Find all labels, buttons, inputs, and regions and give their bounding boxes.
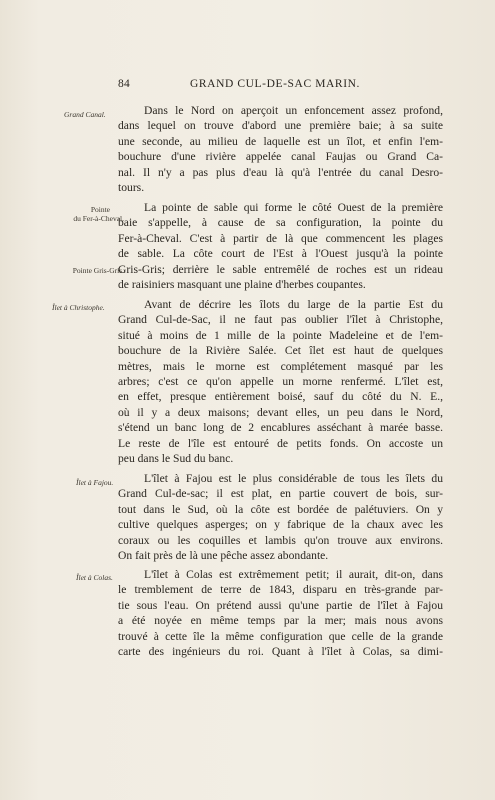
text-line: arbres; c'est ce qu'on appelle un morne renfermé. L'îlet est,	[118, 374, 443, 388]
text-line: mètres, mais le morne est complétement masqué par les	[118, 359, 443, 373]
text-line: cultive quelques asperges; on y fabrique de la chaux avec les	[118, 518, 443, 532]
text-line: situé à moins de 1 mille de la pointe Madeleine et de l'em-	[118, 328, 443, 342]
running-title: GRAND CUL-DE-SAC MARIN.	[190, 78, 361, 90]
text-line: Grand Cul-de-sac; il est plat, en partie couvert de bois, sur-	[118, 487, 443, 501]
text-line: tout dans le Sud, où la côte est bordée de palétuviers. On y	[118, 502, 443, 516]
text-line: Le reste de l'île est entouré de petits fonds. On accoste un	[118, 436, 443, 450]
text-line: On fait près de là une pêche assez abondante.	[118, 548, 329, 562]
text-line: L'îlet à Fajou est le plus considérable de tous les îlets du	[144, 472, 443, 485]
text-line: carte des ingénieurs du roi. Quant à l'îlet à Colas, sa dimi-	[118, 644, 443, 658]
text-line: Grand Cul-de-Sac, il ne faut pas oublier l'îlet à Christophe,	[118, 313, 443, 327]
text-line: trouvé à cette île la même configuration que celle de la grande	[118, 629, 443, 643]
paragraph	[118, 103, 443, 195]
text-line: de raisiniers masquant une plaine d'herbes coupantes.	[118, 277, 366, 291]
text-line: où il y a deux maisons; devant elles, un peu dans le Nord,	[118, 405, 443, 419]
text-line: tours.	[118, 180, 145, 194]
margin-note: Pointe	[90, 205, 110, 214]
page-header	[118, 78, 438, 92]
text-line: de sable. La côte court de l'Est à l'Ouest jusqu'à la pointe	[118, 247, 443, 261]
paragraph	[118, 567, 443, 659]
paragraph	[118, 471, 443, 563]
text-line: bouchure d'une rivière appelée canal Faujas ou Grand Ca-	[118, 150, 443, 164]
text-line: dans lequel on trouve d'abord une première baie; à sa suite	[118, 119, 443, 133]
paragraph	[118, 297, 443, 466]
text-line: bouchure de la Rivière Salée. Cet îlet est haut de quelques	[118, 344, 443, 358]
text-line: en effet, presque entièrement boisé, sauf du côté du N. E.,	[118, 390, 443, 404]
margin-note: Îlet à Christophe.	[52, 303, 105, 312]
text-line: s'étend un banc long de 2 encablures asséchant à marée basse.	[118, 421, 443, 435]
text-line: peu dans le Sud du banc.	[118, 451, 234, 465]
margin-note: Grand Canal.	[64, 110, 106, 119]
text-line: le tremblement de terre de 1843, disparu en très-grande par-	[118, 583, 443, 597]
text-line: nal. Il n'y a pas plus d'eau là qu'à l'entrée du canal Desro-	[118, 165, 443, 179]
text-line: Avant de décrire les îlots du large de la partie Est du	[144, 298, 443, 311]
text-line: tie sous l'eau. On prétend aussi qu'une partie de l'îlet à Fajou	[118, 598, 443, 612]
margin-note: Îlet à Fajou.	[76, 478, 114, 487]
margin-note: Îlet à Colas.	[76, 573, 113, 582]
text-line: baie s'appelle, à cause de sa configuration, la pointe du	[118, 216, 443, 230]
page-number: 84	[118, 78, 131, 90]
text-line: L'îlet à Colas est extrêmement petit; il aurait, dit-on, dans	[144, 568, 443, 581]
text-line: une seconde, au milieu de laquelle est un îlot, et enfin l'em-	[118, 134, 443, 148]
text-line: Fer-à-Cheval. C'est à partir de là que commencent les plages	[118, 231, 443, 245]
margin-note: Pointe Gris-Gris.	[72, 266, 124, 275]
text-line: Gris-Gris; derrière le sable entremêlé de roches est un rideau	[118, 262, 443, 276]
text-line: coraux ou les coquilles et lambis qu'on trouve aux environs.	[118, 533, 443, 547]
text-line: a été noyée en même temps par la mer; mais nous avons	[118, 614, 443, 628]
paragraph	[118, 200, 443, 292]
text-line: Dans le Nord on aperçoit un enfoncement assez profond,	[144, 104, 443, 117]
text-line: La pointe de sable qui forme le côté Ouest de la première	[144, 201, 443, 214]
margin-note: du Fer-à-Cheval.	[73, 214, 124, 223]
